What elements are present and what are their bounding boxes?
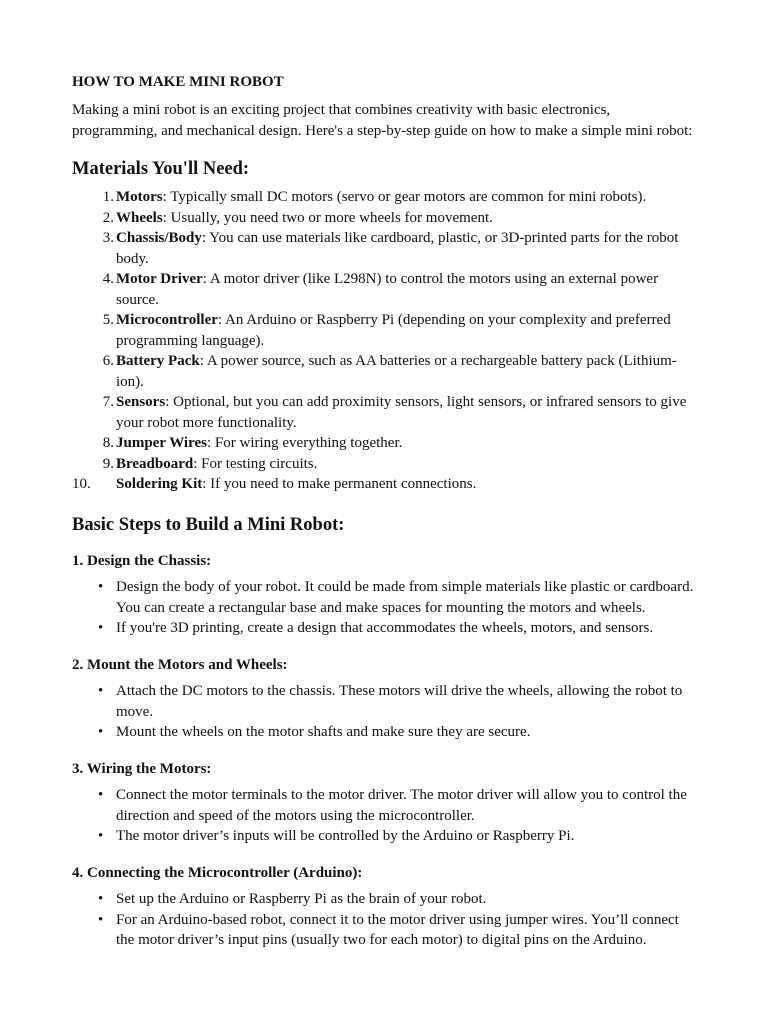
material-desc: : An Arduino or Raspberry Pi (depending on your complexity and preferred programming language).	[116, 312, 671, 349]
material-desc: : Typically small DC motors (servo or gear motors are common for mini robots).	[162, 189, 647, 205]
material-desc: : A power source, such as AA batteries or a rechargeable battery pack (Lithium-ion).	[116, 353, 677, 390]
bullet-text: Attach the DC motors to the chassis. These motors will drive the wheels, allowing the robot to move.	[116, 683, 683, 720]
bullet-icon: •	[98, 787, 104, 803]
bullet-icon: •	[98, 911, 104, 928]
material-term: Battery Pack	[116, 353, 200, 369]
materials-item	[72, 392, 698, 433]
list-number: 1.	[102, 189, 114, 205]
list-item	[72, 618, 698, 639]
list-item	[72, 910, 698, 951]
bullet-list	[72, 889, 698, 951]
list-number: 6.	[102, 353, 114, 369]
bullet-list	[72, 681, 698, 743]
material-term: Microcontroller	[116, 312, 218, 328]
material-desc: : If you need to make permanent connections.	[202, 476, 477, 492]
bullet-icon: •	[98, 579, 104, 595]
bullet-icon: •	[98, 828, 104, 844]
bullet-icon: •	[98, 891, 104, 907]
bullet-list	[72, 577, 698, 639]
bullet-icon: •	[98, 683, 104, 699]
bullet-icon: •	[98, 724, 104, 740]
intro-paragraph: Making a mini robot is an exciting project that combines creativity with basic electronics, programming, and mechanical design. Here's a step-by-step guide on how to make a simple mini robot:	[72, 102, 693, 139]
materials-item	[72, 433, 698, 454]
bullet-text: Connect the motor terminals to the motor driver. The motor driver will allow you to control the direction and speed of the motors using the microcontroller.	[116, 787, 687, 824]
list-number: 10.	[72, 476, 91, 492]
bullet-text: For an Arduino-based robot, connect it to the motor driver using jumper wires. You’ll connect the motor driver’s input pins (usually two for each motor) to digital pins on the Arduino.	[116, 911, 679, 948]
bullet-icon: •	[98, 620, 104, 636]
list-number: 5.	[102, 312, 114, 328]
list-number: 9.	[102, 455, 114, 472]
materials-item	[72, 474, 698, 495]
bullet-text: Design the body of your robot. It could be made from simple materials like plastic or cardboard. You can create a rectangular base and make spaces for mounting the motors and wheels.	[116, 579, 694, 616]
bullet-text: Set up the Arduino or Raspberry Pi as the brain of your robot.	[116, 891, 487, 907]
materials-heading: Materials You'll Need:	[72, 159, 250, 179]
materials-item	[72, 351, 698, 392]
document-title: HOW TO MAKE MINI ROBOT	[72, 74, 284, 90]
material-term: Chassis/Body	[116, 230, 202, 246]
list-item	[72, 722, 698, 743]
materials-list	[72, 187, 698, 495]
step-heading: 3. Wiring the Motors:	[72, 760, 212, 777]
material-desc: : A motor driver (like L298N) to control the motors using an external power source.	[116, 271, 659, 308]
material-term: Motors	[116, 189, 163, 205]
material-desc: : Optional, but you can add proximity sensors, light sensors, or infrared sensors to give your robot more functionality.	[116, 394, 687, 431]
materials-item	[72, 228, 698, 269]
list-number: 4.	[102, 271, 114, 287]
step-heading: 4. Connecting the Microcontroller (Arduino):	[72, 864, 363, 881]
materials-item	[72, 208, 698, 229]
list-number: 7.	[102, 394, 114, 410]
material-desc: : For testing circuits.	[193, 455, 318, 472]
material-desc: : Usually, you need two or more wheels for movement.	[162, 209, 493, 226]
materials-item	[72, 454, 698, 475]
steps-heading: Basic Steps to Build a Mini Robot:	[72, 514, 345, 535]
step-heading: 1. Design the Chassis:	[72, 552, 212, 569]
list-item	[72, 681, 698, 722]
material-term: Wheels	[116, 209, 163, 226]
materials-item	[72, 310, 698, 351]
list-item	[72, 826, 698, 847]
bullet-text: The motor driver’s inputs will be controlled by the Arduino or Raspberry Pi.	[116, 828, 575, 844]
materials-item	[72, 187, 698, 208]
materials-item	[72, 269, 698, 310]
material-term: Jumper Wires	[116, 435, 207, 451]
material-desc: : For wiring everything together.	[206, 435, 403, 451]
bullet-text: Mount the wheels on the motor shafts and make sure they are secure.	[116, 724, 531, 740]
list-number: 3.	[102, 230, 114, 246]
step-heading: 2. Mount the Motors and Wheels:	[72, 656, 288, 673]
list-number: 8.	[102, 435, 114, 451]
material-term: Soldering Kit	[116, 476, 203, 492]
material-term: Sensors	[116, 394, 166, 410]
material-desc: : You can use materials like cardboard, plastic, or 3D-printed parts for the robot body.	[116, 230, 679, 267]
list-item	[72, 577, 698, 618]
material-term: Motor Driver	[116, 271, 203, 287]
list-item	[72, 889, 698, 910]
list-number: 2.	[102, 209, 114, 226]
bullet-text: If you're 3D printing, create a design that accommodates the wheels, motors, and sensors.	[116, 620, 654, 636]
list-item	[72, 785, 698, 826]
bullet-list	[72, 785, 698, 847]
material-term: Breadboard	[116, 455, 194, 472]
